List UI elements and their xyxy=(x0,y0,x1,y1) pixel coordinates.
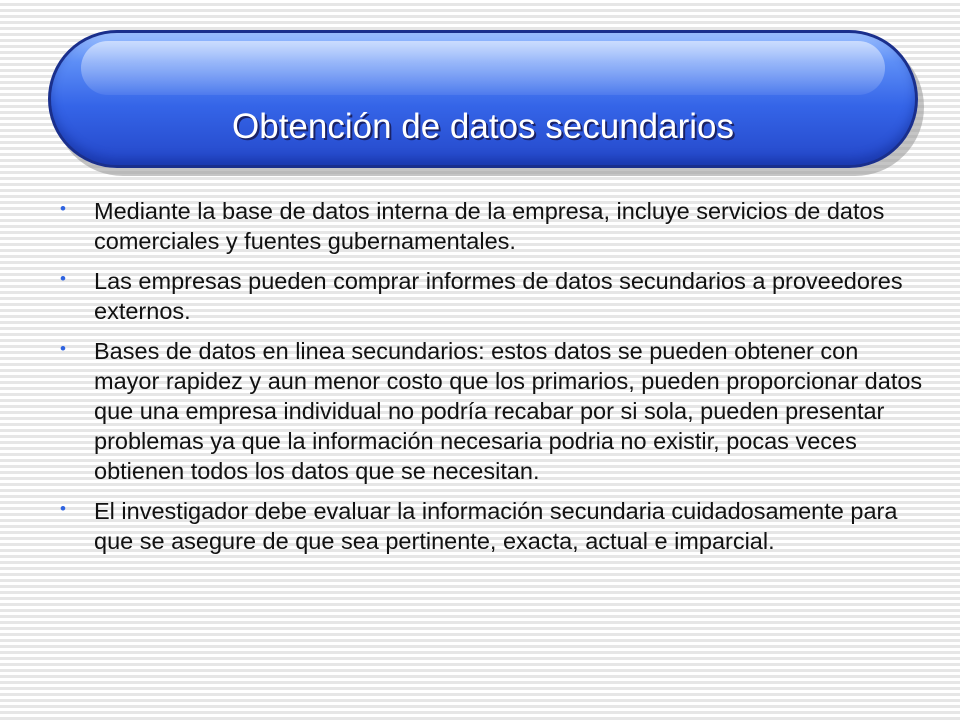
bullet-text: Las empresas pueden comprar informes de datos secundarios a proveedores externos. xyxy=(94,268,903,324)
bullet-text: Mediante la base de datos interna de la empresa, incluye servicios de datos comerciales y fuentes gubernamentales. xyxy=(94,198,885,254)
bullet-item xyxy=(54,196,924,256)
bullet-item xyxy=(54,266,924,326)
bullet-marker-icon: • xyxy=(60,339,66,358)
bullet-item xyxy=(54,496,924,556)
slide-title: Obtención de datos secundarios xyxy=(232,107,734,146)
bullet-marker-icon: • xyxy=(60,499,66,518)
bullet-text: El investigador debe evaluar la información secundaria cuidadosamente para que se asegure de que sea pertinente, exacta, actual e imparcial. xyxy=(94,498,898,554)
bullet-text: Bases de datos en linea secundarios: estos datos se pueden obtener con mayor rapidez y aun menor costo que los primarios, pueden proporcionar datos que una empresa individual no podría recabar por si sola, pueden presentar problemas ya que la información necesaria podria no existir, pocas veces obtienen todos los datos que se necesitan. xyxy=(94,338,923,484)
title-banner xyxy=(48,30,918,168)
bullet-item xyxy=(54,336,924,486)
bullet-marker-icon: • xyxy=(60,269,66,288)
bullet-list xyxy=(54,196,924,566)
bullet-marker-icon: • xyxy=(60,199,66,218)
